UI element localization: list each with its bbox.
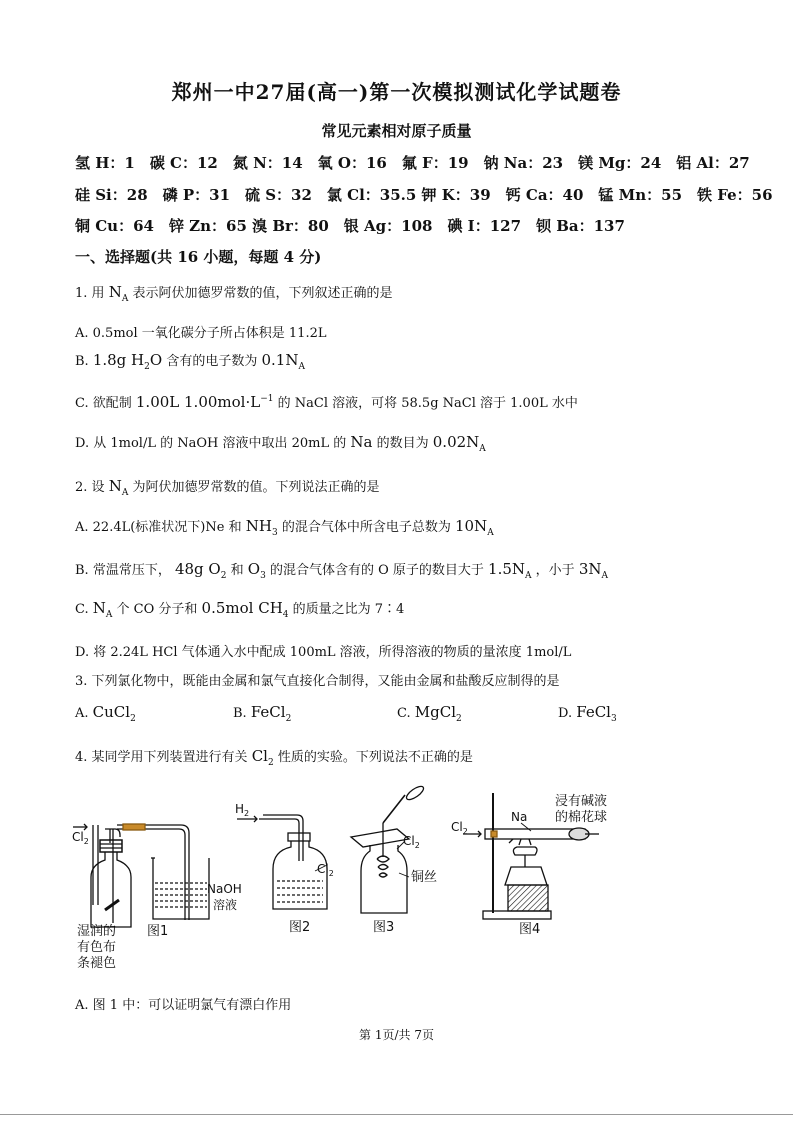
fig4-cl2-label: $Cl_2$ [451,820,468,836]
fig4-cotton-label-2: 的棉花球 [555,810,608,825]
question-1-option-c: C. 欲配制 1.00L $1.00mol\cdot L^{-1}$ 的 NaCl 溶液，可将 58.5g NaCl 溶于 1.00L 水中 [75,393,578,411]
fig1-cloth-label-3: 条褪色 [77,956,117,971]
question-1-stem: 1. 用 $N_A$ 表示阿伏加德罗常数的值，下列叙述正确的是 [75,283,393,304]
fig4-na-label: Na [511,810,528,824]
question-3-option-a: A. CuCl$_2$ [75,703,136,724]
question-2-option-b: B. 常温常压下， 48g $O_2$ 和 $O_3$ 的混合气体含有的 O 原子的数目大于 $1.5N_A$ ，小于 $3N_A$ [75,560,608,581]
question-2-option-c: C. $N_A$ 个 CO 分子和 0.5mol $CH_4$ 的质量之比为 7∶4 [75,599,405,620]
question-2-option-a: A. 22.4L(标准状况下)Ne 和 $NH_3$ 的混合气体中所含电子总数为 $10N_A$ [75,517,494,538]
figure-1-apparatus [73,824,209,927]
figure-3-label: 图3 [373,920,395,935]
question-1-option-a: A. 0.5mol 一氧化碳分子所占体积是 11.2L [75,326,327,341]
figure-4-label: 图4 [519,922,541,937]
question-3-option-d: D. FeCl$_3$ [558,703,617,724]
bottom-divider [0,1114,793,1115]
fig1-solution-label: 溶液 [213,898,238,912]
fig3-copper-label: 铜丝 [411,870,438,885]
section-heading: 一、选择题(共 16 小题，每题 4 分) [75,248,322,266]
page-footer: 第 1页/共 7页 [359,1028,434,1042]
question-4-option-a: A. 图 1 中：可以证明氯气有漂白作用 [75,998,292,1013]
atomic-mass-row-2: 硅 Si：28 磷 P：31 硫 S：32 氯 Cl：35.5 钾 K：39 钙 Ca：40 锰 Mn：55 铁 Fe：56 [75,186,773,204]
atomic-mass-heading: 常见元素相对原子质量 [321,122,472,140]
apparatus-figures [65,785,625,975]
fig2-h2-label: $H_2$ [235,802,250,818]
figure-2-apparatus [237,815,327,909]
question-2-option-d: D. 将 2.24L HCl 气体通入水中配成 100mL 溶液，所得溶液的物质的量浓度 1mol/L [75,645,572,660]
fig3-cl2-label: $Cl_2$ [403,834,420,850]
fig2-cl2-label: $Cl_2$ [317,862,334,878]
fig1-cloth-label-2: 有色布 [77,940,117,955]
figure-1-label: 图1 [147,924,169,939]
fig4-cotton-label-1: 浸有碱液 [555,794,608,809]
question-4-stem: 4. 某同学用下列装置进行有关 $Cl_2$ 性质的实验。下列说法不正确的是 [75,747,473,768]
figure-2-label: 图2 [289,920,311,935]
atomic-mass-row-1: 氢 H：1 碳 C：12 氮 N：14 氧 O：16 氟 F：19 钠 Na：23 镁 Mg：24 铝 Al：27 [75,154,750,172]
page-title: 郑州一中27届(高一)第一次模拟测试化学试题卷 [171,80,622,104]
fig1-naoh-label: NaOH [207,882,242,896]
fig1-cl2-label: $Cl_2$ [72,830,89,846]
question-3-option-b: B. FeCl$_2$ [233,703,292,724]
atomic-mass-row-3: 铜 Cu：64 锌 Zn：65 溴 Br：80 银 Ag：108 碘 I：127 钡 Ba：137 [75,217,625,235]
question-1-option-d: D. 从 1mol/L 的 NaOH 溶液中取出 20mL 的 Na 的数目为 $0.02N_A$ [75,433,486,454]
fig1-cloth-label-1: 湿润的 [77,924,117,939]
question-2-stem: 2. 设 $N_A$ 为阿伏加德罗常数的值。下列说法正确的是 [75,477,380,498]
question-1-option-b: B. 1.8g $H_2O$ 含有的电子数为 $0.1N_A$ [75,351,305,372]
question-3-stem: 3. 下列氯化物中，既能由金属和氯气直接化合制得，又能由金属和盐酸反应制得的是 [75,674,560,689]
question-3-option-c: C. MgCl$_2$ [397,703,462,724]
